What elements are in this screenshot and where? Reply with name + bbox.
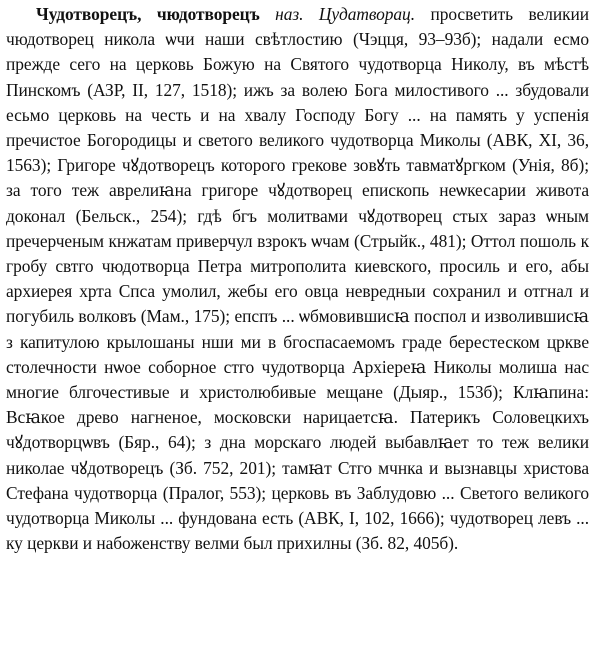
dictionary-entry — [6, 2, 589, 556]
entry-body: просветить великии чюдотворец никола ѡчи наши свѣтлостию (Чэцця, 93–93б); надали есмо прежде сего на церковь Божую на Святого чудотворца Николу, въ мѣстѣ Пинскомъ (АЗР, II, 127, 1518); ижъ за волею Бога милостивого ... збудовали есьмо церковь на честь и на хвалу Господу Богу ... на память у успенія пречистое Богородицы и светого великого чудотворца Миколы (АВК, XI, 36, 1563); Григоре чꙋдотворецъ которого грекове зовꙋть тавматꙋргком (Унія, 8б); за того теж аврелиꙗна григоре чꙋдотворец епископь неѡкесарии живота доконал (Бельск., 254); гдѣ бгъ молитвами чꙋдотворец стых зараз ѡным пречерченым кнжатам приверчул взрокъ ѡчам (Стрыйк., 481); Оттол пошоль к гробу свтго чюдотворца Петра митрополита киевского, просиль и его, абы архиерея хрта Спса умолил, жебы его овца невредныи сохранил и отгнал и погубиль волковъ (Мам., 175); епспъ ... ѡбмовившисꙗ поспол и изволившисꙗ з капитулою крылошаны нши ми в бгоспасаемомъ граде берестеском црквe столечности нѡое соборное стго чудотворца Архіереꙗ Николы молиша нас многие блгочестивые и христолюбивые мещане (Дыяр., 153б); Клꙗпина: Всꙗкое древо нагненое, московски нарицаетсꙗ. Патерикъ Соловецкихъ чꙋдотворцѡвъ (Бяр., 64); з дна морскаго людей выбавлꙗет то теж велики николае чꙋдотворецъ (Зб. 752, 201); тамꙗт Стго мчнка и вызнавцы христова Стефана чудотворца (Пралог, 553); церковь въ Заблудовю ... Светого великого чудотворца Миколы ... фундована есть (АВК, I, 102, 1666); чудотворец левъ ... ку церкви и набоженству велми был прихилны (Зб. 82, 405б). — [6, 4, 589, 554]
headword: Чудотворецъ, чюдотворецъ — [36, 4, 260, 24]
gloss-label: наз. — [275, 4, 304, 24]
gloss-word: Цудатворац. — [318, 4, 416, 24]
